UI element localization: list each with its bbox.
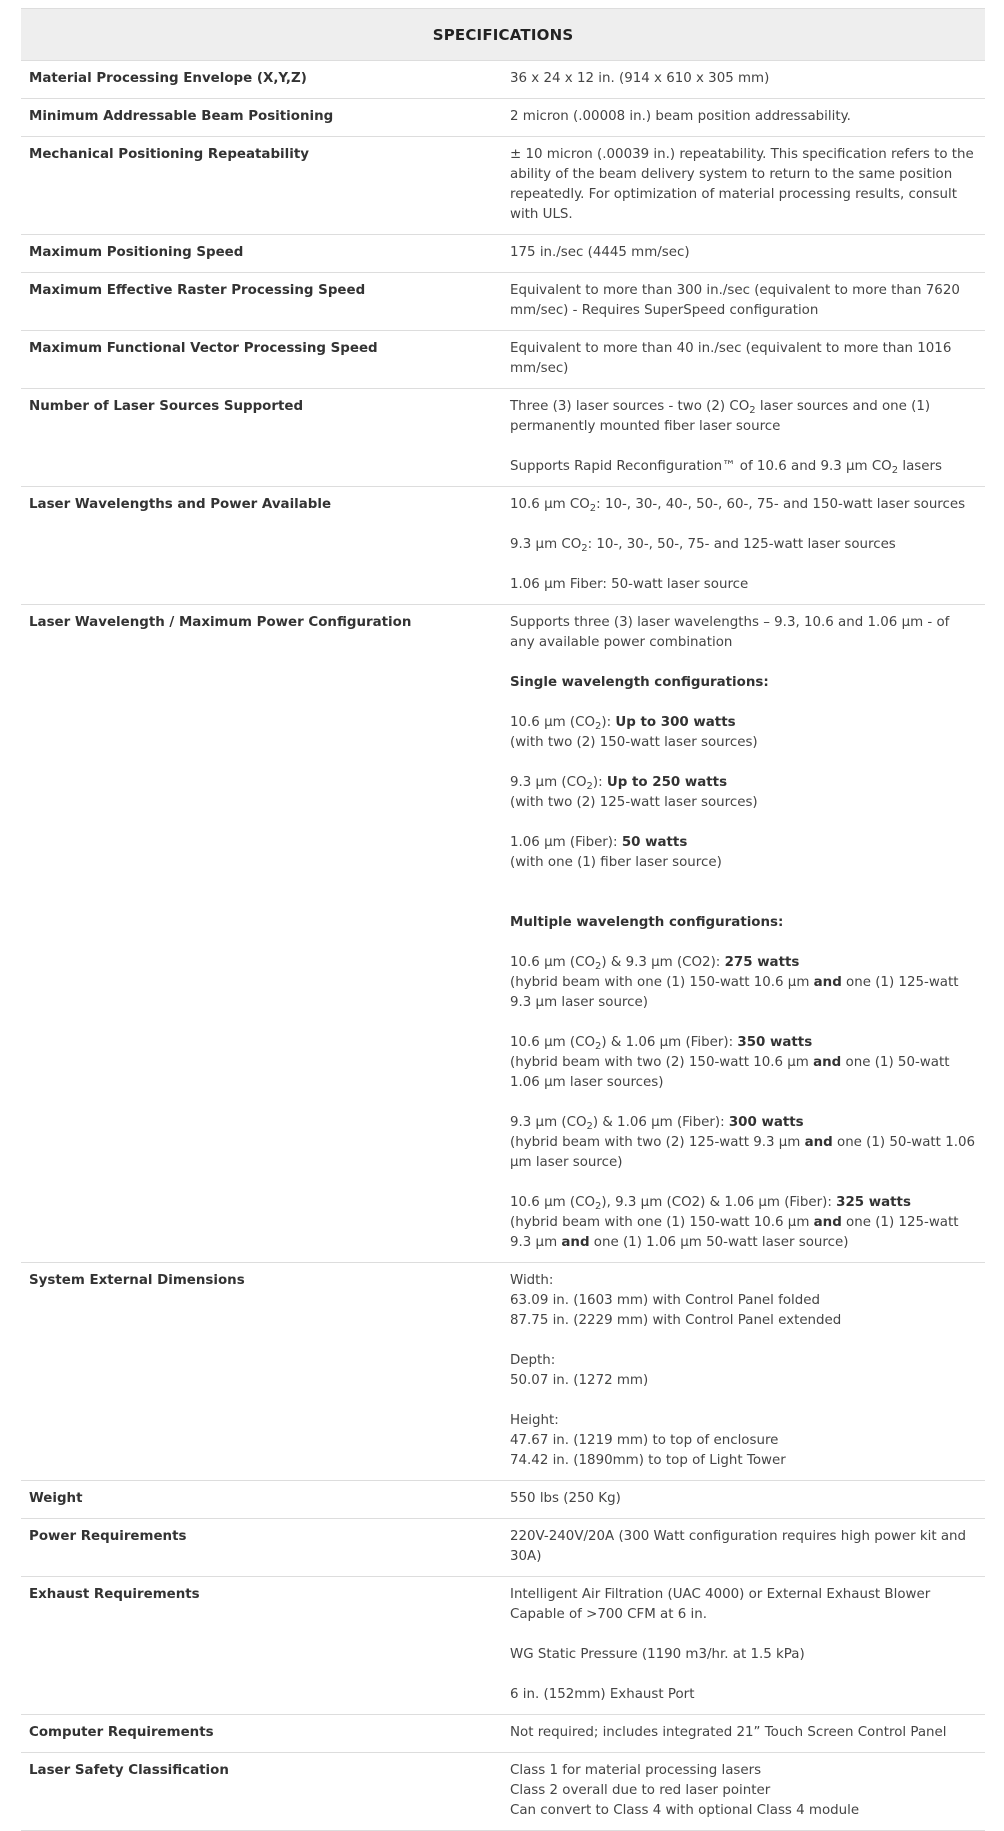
config-item <box>510 833 977 873</box>
specifications-panel <box>21 8 985 1831</box>
subscript: 2 <box>586 1121 593 1132</box>
table-row <box>21 1263 985 1481</box>
text-fragment: one (1) 125-watt 9.3 µm <box>510 1215 959 1250</box>
dimension-value: 50.07 in. (1272 mm) <box>510 1373 649 1388</box>
subscript: 2 <box>595 721 602 732</box>
spec-label: Power Requirements <box>21 1519 502 1577</box>
spec-label: Mechanical Positioning Repeatability <box>21 137 502 235</box>
text-fragment: ): <box>592 775 607 790</box>
section-heading: Multiple wavelength configurations: <box>510 915 784 930</box>
spec-label: Number of Laser Sources Supported <box>21 389 502 487</box>
spec-paragraph <box>510 495 977 515</box>
table-row <box>21 1753 985 1831</box>
text-fragment: 10.6 µm (CO <box>510 1195 596 1210</box>
subscript: 2 <box>595 961 602 972</box>
table-row <box>21 1481 985 1519</box>
text-fragment: (hybrid beam with one (1) 150-watt 10.6 µm <box>510 975 814 990</box>
power-value: Up to 300 watts <box>615 715 736 730</box>
spec-value: 550 lbs (250 Kg) <box>502 1481 985 1519</box>
spec-label: Material Processing Envelope (X,Y,Z) <box>21 61 502 99</box>
text-fragment: 10.6 µm (CO <box>510 715 596 730</box>
classification-item: Can convert to Class 4 with optional Class 4 module <box>510 1803 860 1818</box>
spec-label: Maximum Functional Vector Processing Speed <box>21 331 502 389</box>
table-header: SPECIFICATIONS <box>21 9 985 61</box>
power-value: 300 watts <box>728 1115 804 1130</box>
table-row <box>21 331 985 389</box>
config-note: (with two (2) 150-watt laser sources) <box>510 735 758 750</box>
spec-label: Minimum Addressable Beam Positioning <box>21 99 502 137</box>
table-row <box>21 389 985 487</box>
text-fragment: and <box>804 1135 833 1150</box>
spec-value: 36 x 24 x 12 in. (914 x 610 x 305 mm) <box>502 61 985 99</box>
power-value: Up to 250 watts <box>606 775 728 790</box>
text-fragment: (hybrid beam with two (2) 150-watt 10.6 µm <box>510 1055 814 1070</box>
text-fragment: ) & 1.06 µm (Fiber): <box>592 1115 729 1130</box>
spec-value: Equivalent to more than 40 in./sec (equivalent to more than 1016 mm/sec) <box>502 331 985 389</box>
text-fragment: ) & 9.3 µm (CO2): <box>601 955 725 970</box>
config-item <box>510 773 977 813</box>
spec-paragraph <box>510 535 977 555</box>
table-row <box>21 1715 985 1753</box>
spec-paragraph <box>510 457 977 477</box>
text-fragment: Supports Rapid Reconfiguration™ of 10.6 and 9.3 µm CO <box>510 459 892 474</box>
text-fragment: 9.3 µm (CO <box>510 775 587 790</box>
dimension-value: 47.67 in. (1219 mm) to top of enclosure <box>510 1433 779 1448</box>
spec-label: Weight <box>21 1481 502 1519</box>
dimension-value: 63.09 in. (1603 mm) with Control Panel folded <box>510 1293 821 1308</box>
spec-value: 220V-240V/20A (300 Watt configuration requires high power kit and 30A) <box>502 1519 985 1577</box>
text-fragment: and <box>561 1235 590 1250</box>
text-fragment: ) & 1.06 µm (Fiber): <box>601 1035 738 1050</box>
text-fragment: 9.3 µm (CO <box>510 1115 587 1130</box>
spec-value: ± 10 micron (.00039 in.) repeatability. This specification refers to the ability of the beam delivery system to return to the same position repeatedly. For optimization of material processing results, consult with ULS. <box>502 137 985 235</box>
classification-item: Class 2 overall due to red laser pointer <box>510 1783 771 1798</box>
text-fragment: ): <box>601 715 616 730</box>
config-note <box>510 1053 977 1093</box>
text-fragment: 10.6 µm (CO <box>510 1035 596 1050</box>
power-value: 325 watts <box>836 1195 911 1210</box>
dimension-group <box>510 1351 977 1391</box>
spec-value <box>502 389 985 487</box>
config-note: (with two (2) 125-watt laser sources) <box>510 795 758 810</box>
power-value: 50 watts <box>621 835 688 850</box>
text-fragment: lasers <box>898 459 942 474</box>
spec-paragraph: Supports three (3) laser wavelengths – 9.3, 10.6 and 1.06 µm - of any available power combination <box>510 615 950 650</box>
table-header-row <box>21 9 985 61</box>
text-fragment: : 10-, 30-, 50-, 75- and 125-watt laser sources <box>587 537 896 552</box>
power-value: 275 watts <box>724 955 800 970</box>
text-fragment: 10.6 µm (CO <box>510 955 596 970</box>
table-row <box>21 235 985 273</box>
text-fragment: and <box>813 975 842 990</box>
subscript: 2 <box>586 781 593 792</box>
spec-label: Maximum Positioning Speed <box>21 235 502 273</box>
dimension-value: 87.75 in. (2229 mm) with Control Panel extended <box>510 1313 842 1328</box>
text-fragment: (hybrid beam with two (2) 125-watt 9.3 µm <box>510 1135 805 1150</box>
spec-value <box>502 1577 985 1715</box>
text-fragment: one (1) 125-watt 9.3 µm laser source) <box>510 975 959 1010</box>
spec-label: Laser Wavelength / Maximum Power Configuration <box>21 605 502 1263</box>
config-note <box>510 1213 977 1253</box>
dimension-label: Depth: <box>510 1353 556 1368</box>
table-row <box>21 1519 985 1577</box>
subscript: 2 <box>749 405 756 416</box>
subscript: 2 <box>891 465 899 476</box>
text-fragment: and <box>813 1215 842 1230</box>
classification-item: Class 1 for material processing lasers <box>510 1763 762 1778</box>
spec-value: Equivalent to more than 300 in./sec (equivalent to more than 7620 mm/sec) - Requires SuperSpeed configuration <box>502 273 985 331</box>
table-row <box>21 605 985 1263</box>
text-fragment: laser sources and one (1) permanently mounted fiber laser source <box>510 399 931 434</box>
spec-value: Not required; includes integrated 21” Touch Screen Control Panel <box>502 1715 985 1753</box>
specifications-table <box>21 8 985 1831</box>
spec-paragraph: WG Static Pressure (1190 m3/hr. at 1.5 kPa) <box>510 1647 805 1662</box>
text-fragment: one (1) 50-watt 1.06 µm laser source) <box>510 1135 976 1170</box>
spec-label: Exhaust Requirements <box>21 1577 502 1715</box>
subscript: 2 <box>595 1041 602 1052</box>
spec-paragraph: 1.06 µm Fiber: 50-watt laser source <box>510 577 749 592</box>
text-fragment: one (1) 50-watt 1.06 µm laser sources) <box>510 1055 950 1090</box>
table-row <box>21 137 985 235</box>
dimension-label: Height: <box>510 1413 559 1428</box>
spec-label: Laser Safety Classification <box>21 1753 502 1831</box>
table-row <box>21 99 985 137</box>
classification-list <box>510 1761 977 1821</box>
spec-value: 175 in./sec (4445 mm/sec) <box>502 235 985 273</box>
subscript: 2 <box>595 1201 602 1212</box>
spec-label: Computer Requirements <box>21 1715 502 1753</box>
config-note: (with one (1) fiber laser source) <box>510 855 722 870</box>
dimension-value: 74.42 in. (1890mm) to top of Light Tower <box>510 1453 786 1468</box>
config-item <box>510 1033 977 1093</box>
spec-paragraph <box>510 397 977 437</box>
text-fragment: 9.3 µm CO <box>510 537 582 552</box>
config-item <box>510 1193 977 1253</box>
spec-value <box>502 1263 985 1481</box>
spec-paragraph: 6 in. (152mm) Exhaust Port <box>510 1687 695 1702</box>
config-item <box>510 1113 977 1173</box>
dimension-label: Width: <box>510 1273 554 1288</box>
text-fragment: one (1) 1.06 µm 50-watt laser source) <box>589 1235 849 1250</box>
spec-label: Maximum Effective Raster Processing Speed <box>21 273 502 331</box>
config-item <box>510 713 977 753</box>
power-value: 350 watts <box>737 1035 813 1050</box>
subscript: 2 <box>589 503 597 514</box>
text-fragment: Three (3) laser sources - two (2) CO <box>510 399 750 414</box>
text-fragment: and <box>813 1055 842 1070</box>
dimension-group <box>510 1411 977 1471</box>
config-item <box>510 953 977 1013</box>
config-note <box>510 1133 977 1173</box>
text-fragment: : 10-, 30-, 40-, 50-, 60-, 75- and 150-watt laser sources <box>596 497 966 512</box>
spec-label: Laser Wavelengths and Power Available <box>21 487 502 605</box>
table-row <box>21 61 985 99</box>
spec-value <box>502 605 985 1263</box>
spec-value <box>502 1753 985 1831</box>
spec-value <box>502 487 985 605</box>
spec-label: System External Dimensions <box>21 1263 502 1481</box>
table-row <box>21 1577 985 1715</box>
section-heading: Single wavelength configurations: <box>510 675 769 690</box>
subscript: 2 <box>581 543 588 554</box>
text-fragment: (hybrid beam with one (1) 150-watt 10.6 µm <box>510 1215 814 1230</box>
dimension-group <box>510 1271 977 1331</box>
spec-value: 2 micron (.00008 in.) beam position addressability. <box>502 99 985 137</box>
table-row <box>21 273 985 331</box>
table-row <box>21 487 985 605</box>
config-note <box>510 973 977 1013</box>
text-fragment: 1.06 µm (Fiber): <box>510 835 622 850</box>
text-fragment: ), 9.3 µm (CO2) & 1.06 µm (Fiber): <box>601 1195 837 1210</box>
spec-paragraph: Intelligent Air Filtration (UAC 4000) or External Exhaust Blower Capable of >700 CFM at 6 in. <box>510 1587 931 1622</box>
text-fragment: 10.6 µm CO <box>510 497 590 512</box>
